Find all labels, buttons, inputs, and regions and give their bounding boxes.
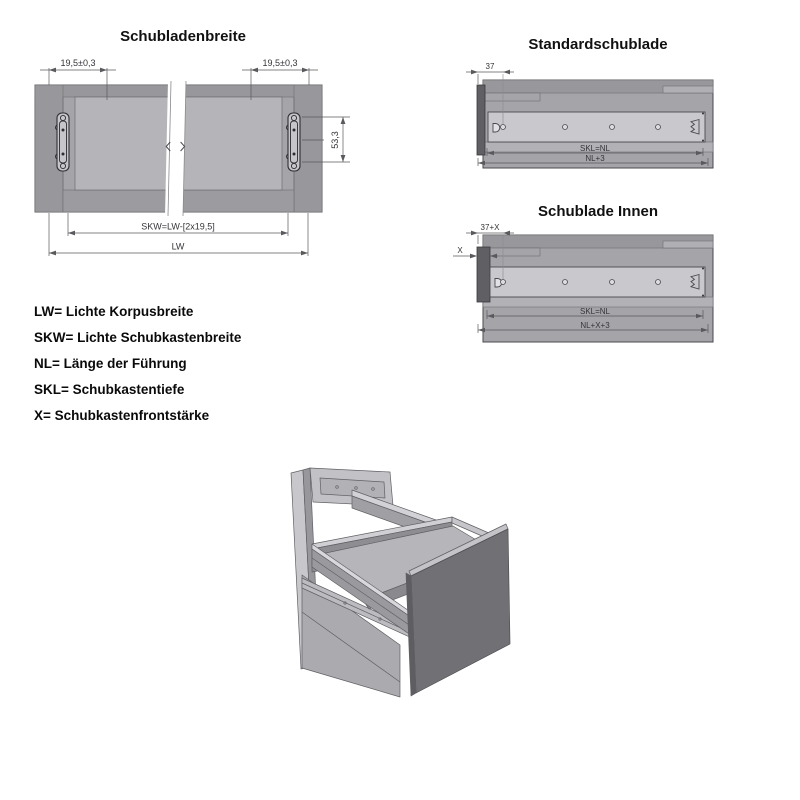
drawer-inside-title: Schublade Innen xyxy=(537,203,658,220)
drawer-width-title: Schubladenbreite xyxy=(120,28,246,45)
slide-rail-side xyxy=(490,267,705,297)
dim-skl-label: SKL=NL xyxy=(579,144,611,153)
legend-item-skl: SKL= Schubkastentiefe xyxy=(34,382,185,397)
slide-rail-side xyxy=(488,112,705,142)
dim-rail-height-label: 53,3 xyxy=(330,131,340,149)
dim-skw-label: SKW=LW-[2x19,5] xyxy=(141,221,215,232)
break-symbol xyxy=(165,81,186,216)
rail-latch xyxy=(691,275,699,290)
slide-rail-cross-section-left xyxy=(55,113,69,171)
dim-nl-label: NL+X+3 xyxy=(580,321,610,330)
dim-right-offset-label: 19,5±0,3 xyxy=(262,58,298,68)
drawer-inside-drawing xyxy=(450,222,770,350)
dim-skw xyxy=(68,213,288,236)
dim-lw xyxy=(49,213,308,256)
drawer-width-drawing xyxy=(18,55,368,267)
drawer-isometric-illustration xyxy=(275,462,535,707)
standard-drawer-title: Standardschublade xyxy=(528,36,668,53)
dim-left-offset-label: 19,5±0,3 xyxy=(60,58,96,68)
inset-front-panel xyxy=(477,247,490,302)
dim-front-offset-label: 37 xyxy=(485,62,495,71)
legend-item-x: X= Schubkastenfrontstärke xyxy=(34,408,210,423)
dim-lw-label: LW xyxy=(171,241,185,252)
legend-item-skw: SKW= Lichte Schubkastenbreite xyxy=(34,330,242,345)
rail-hook-slot xyxy=(493,124,500,133)
slide-rail-cross-section-right xyxy=(286,113,300,171)
dim-nl-label: NL+3 xyxy=(585,154,605,163)
rail-latch xyxy=(691,120,699,135)
drawer-front-panel xyxy=(477,85,485,155)
legend-item-lw: LW= Lichte Korpusbreite xyxy=(34,304,194,319)
legend xyxy=(34,299,241,429)
standard-drawer-drawing xyxy=(450,60,770,175)
dim-front-thickness-label: X xyxy=(457,246,463,255)
dim-skl-label: SKL=NL xyxy=(579,307,611,316)
legend-item-nl: NL= Länge der Führung xyxy=(34,356,187,371)
dim-front-offset-label: 37+X xyxy=(480,223,500,232)
